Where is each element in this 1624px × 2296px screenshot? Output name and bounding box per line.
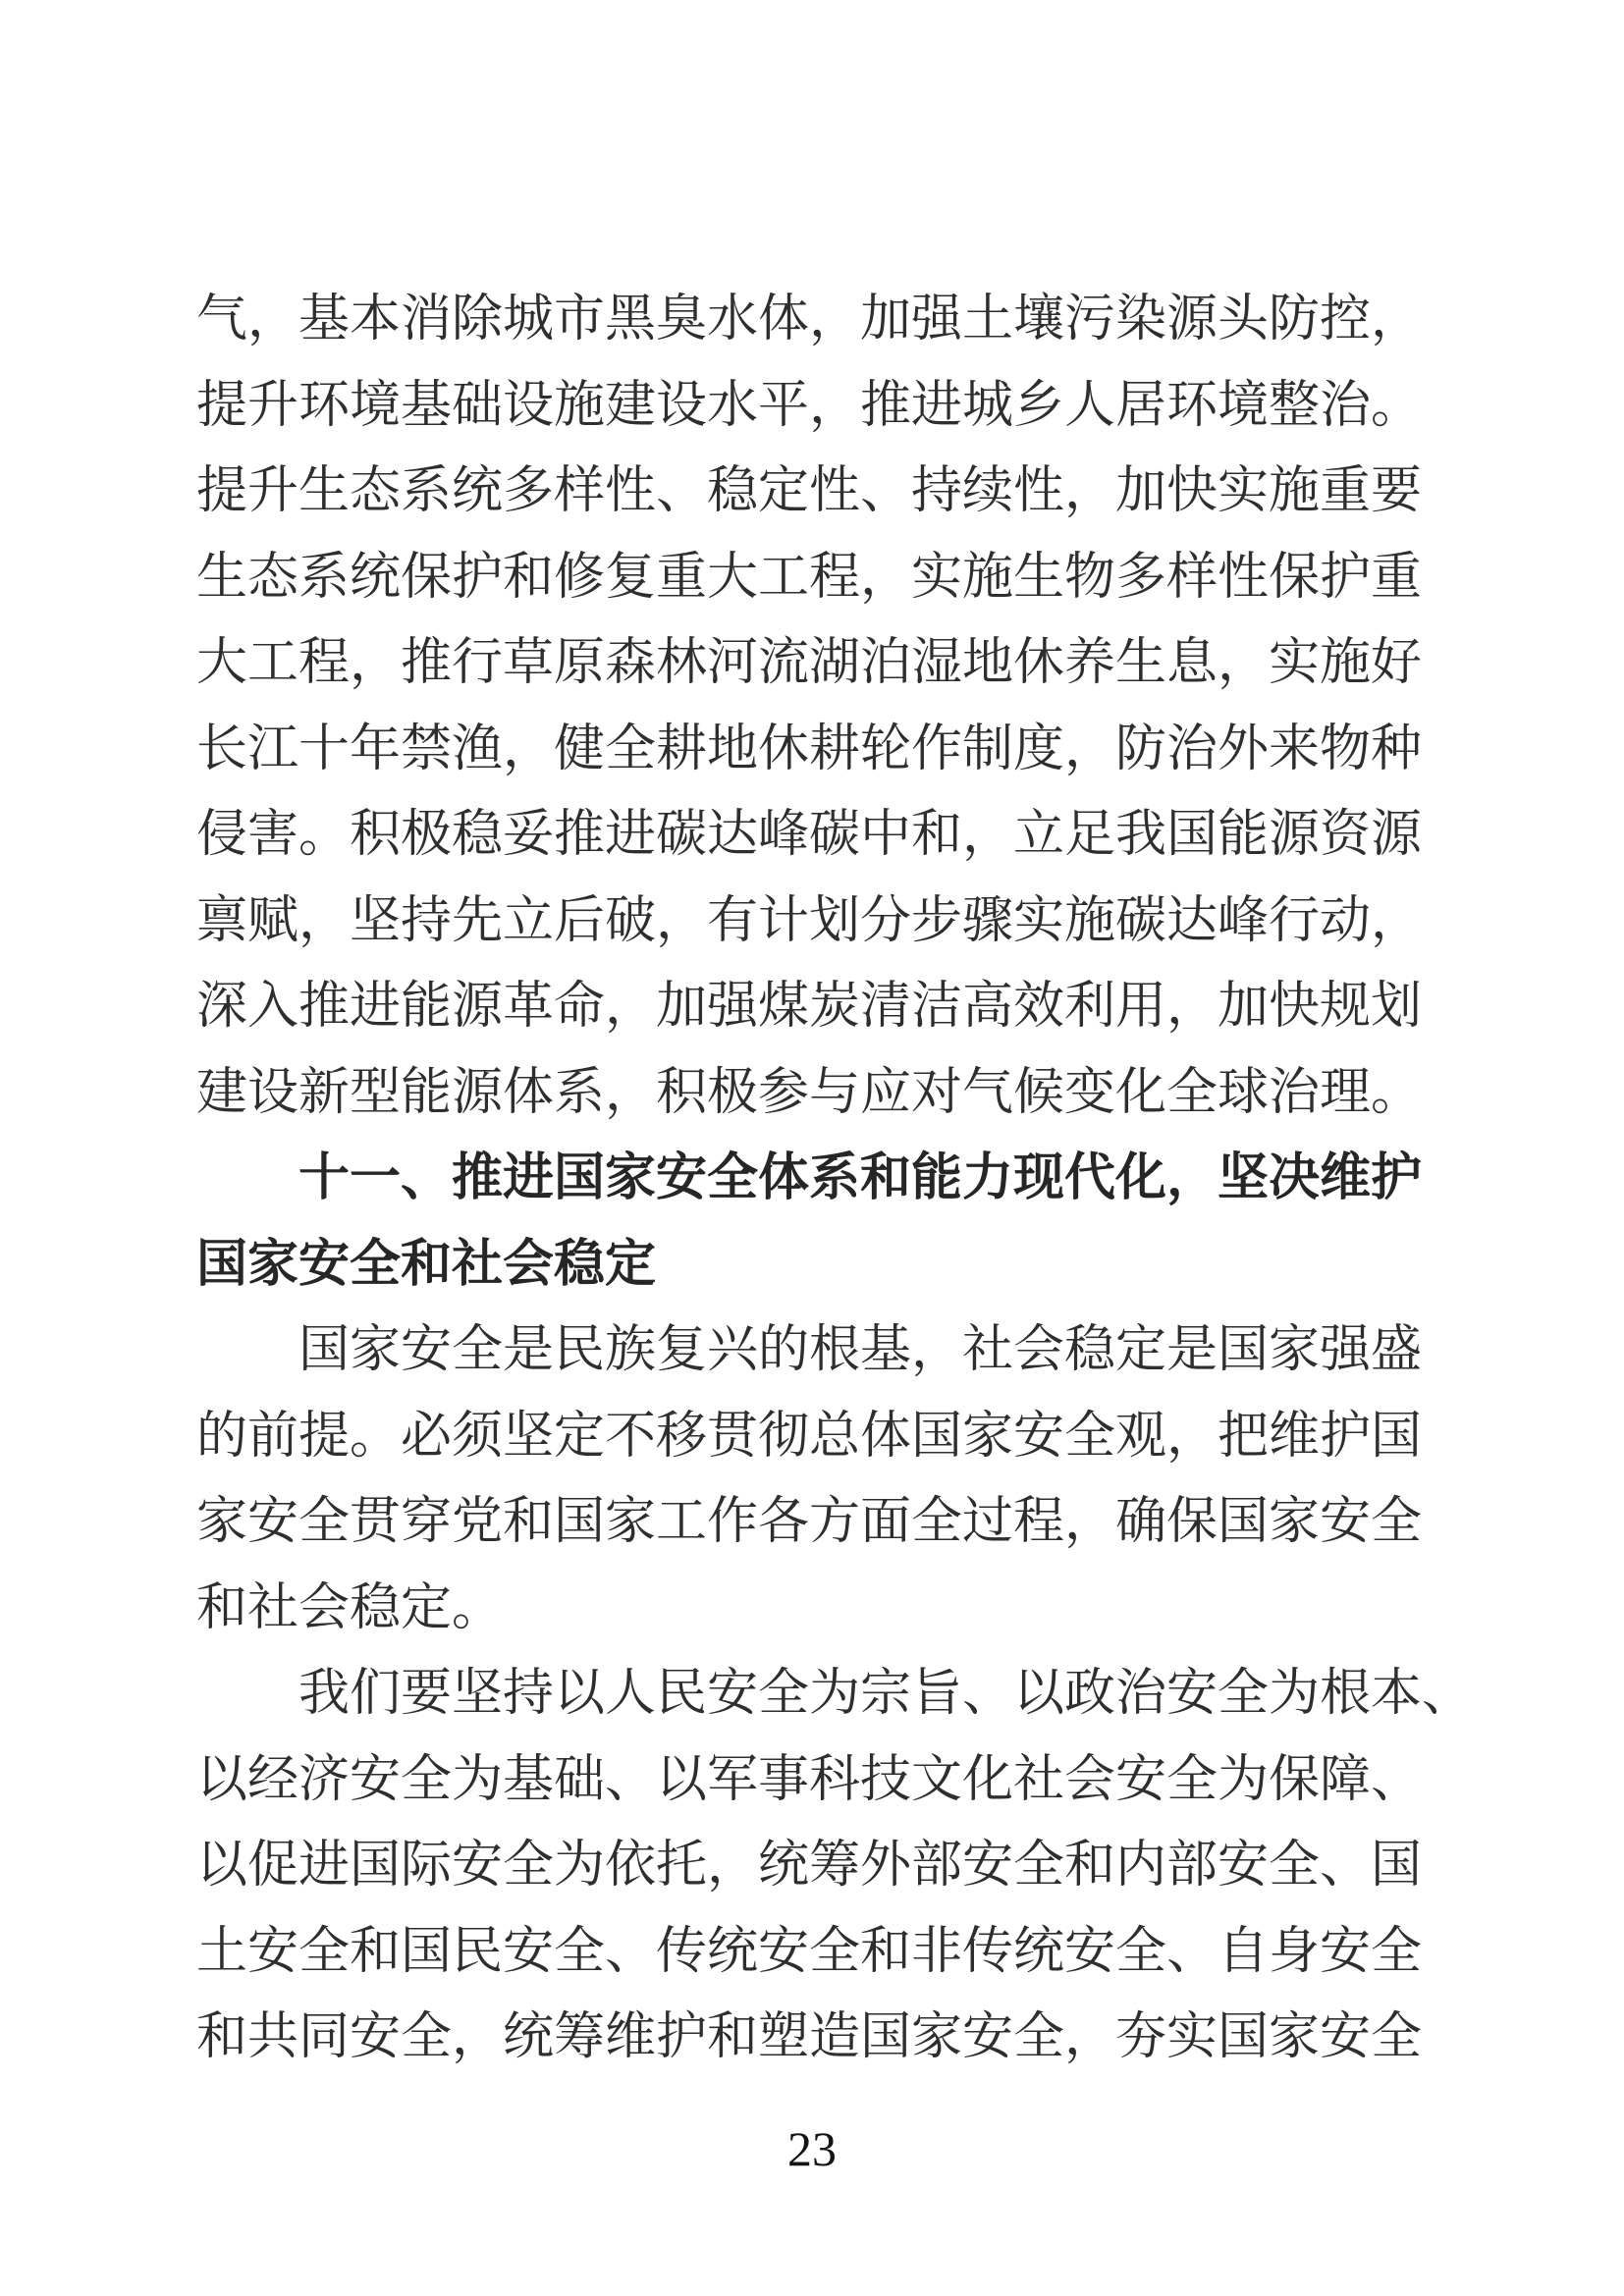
body-line: 长江十年禁渔，健全耕地休耕轮作制度，防治外来物种 [196, 721, 1423, 777]
document-body [196, 277, 1474, 2081]
section-heading-line: 十一、推进国家安全体系和能力现代化，坚决维护 [298, 1149, 1423, 1206]
body-line: 提升环境基础设施建设水平，推进城乡人居环境整治。 [196, 377, 1423, 434]
body-line: 大工程，推行草原森林河流湖泊湿地休养生息，实施好 [196, 635, 1423, 691]
body-line: 以促进国际安全为依托，统筹外部安全和内部安全、国 [196, 1838, 1423, 1894]
page-number: 23 [787, 2121, 837, 2176]
body-line: 气，基本消除城市黑臭水体，加强土壤污染源头防控， [196, 292, 1423, 347]
body-line: 的前提。必须坚定不移贯彻总体国家安全观，把维护国 [196, 1408, 1423, 1465]
body-line: 生态系统保护和修复重大工程，实施生物多样性保护重 [196, 549, 1423, 606]
body-line: 以经济安全为基础、以军事科技文化社会安全为保障、 [196, 1751, 1423, 1808]
body-line: 和社会稳定。 [196, 1579, 504, 1636]
body-line: 建设新型能源体系，积极参与应对气候变化全球治理。 [196, 1064, 1423, 1121]
body-line: 我们要坚持以人民安全为宗旨、以政治安全为根本、 [298, 1666, 1474, 1722]
body-line: 和共同安全，统筹维护和塑造国家安全，夯实国家安全 [196, 2009, 1423, 2065]
body-line: 禀赋，坚持先立后破，有计划分步骤实施碳达峰行动， [196, 892, 1423, 949]
body-line: 土安全和国民安全、传统安全和非传统安全、自身安全 [196, 1923, 1423, 1980]
body-line: 提升生态系统多样性、稳定性、持续性，加快实施重要 [196, 463, 1423, 519]
page-footer [0, 2120, 1624, 2177]
body-line: 家安全贯穿党和国家工作各方面全过程，确保国家安全 [196, 1494, 1423, 1550]
body-line: 深入推进能源革命，加强煤炭清洁高效利用，加快规划 [196, 979, 1423, 1035]
section-heading-line: 国家安全和社会稳定 [196, 1235, 657, 1293]
body-line: 国家安全是民族复兴的根基，社会稳定是国家强盛 [298, 1322, 1423, 1378]
body-line: 侵害。积极稳妥推进碳达峰碳中和，立足我国能源资源 [196, 807, 1423, 863]
